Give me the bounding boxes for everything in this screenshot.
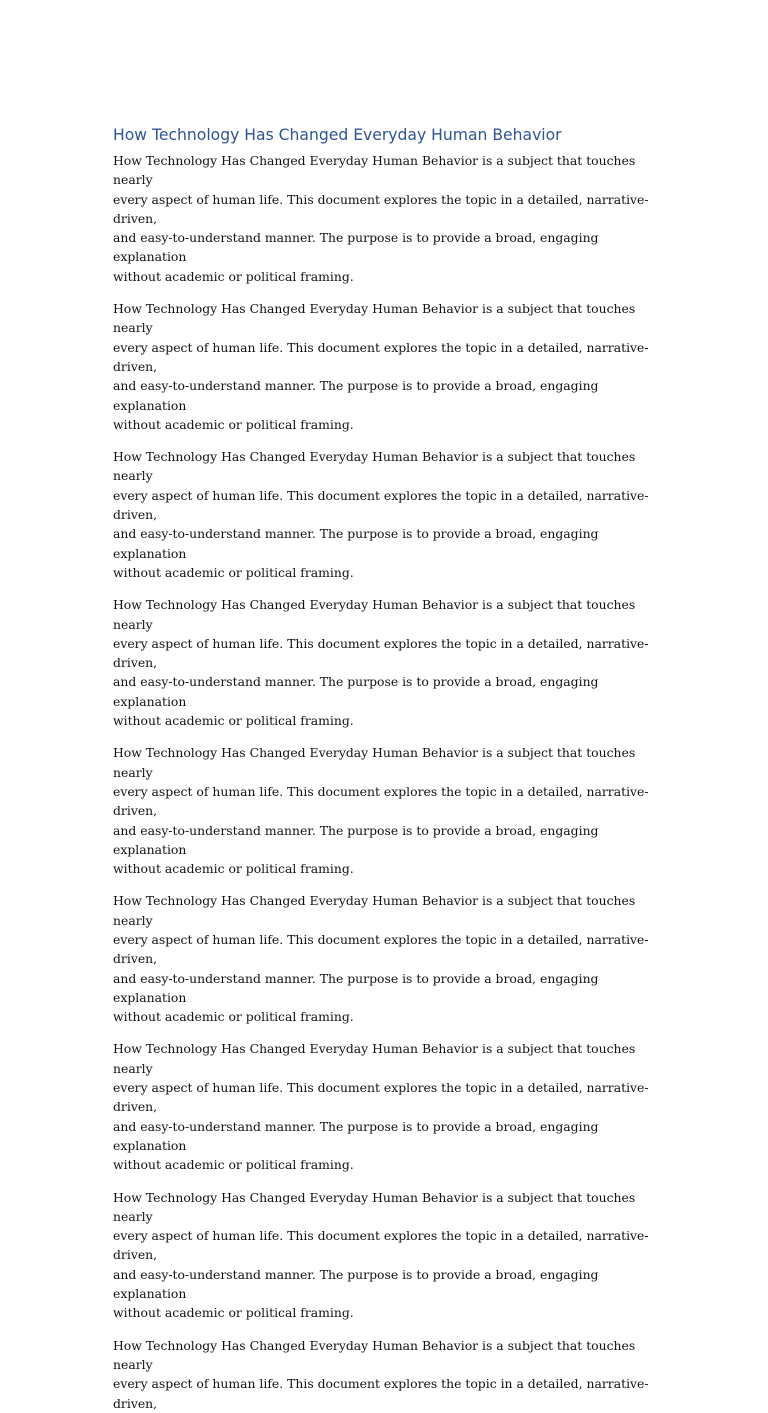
body-paragraph: How Technology Has Changed Everyday Human Behavior is a subject that touches nearly every aspect of human life. This document explores the topic in a detailed, narrative-driven, and easy-to-understand manner. The purpose is to provide a broad, engaging explanation without academic or political framing. — [113, 597, 649, 729]
body-paragraph: How Technology Has Changed Everyday Human Behavior is a subject that touches nearly every aspect of human life. This document explores the topic in a detailed, narrative-driven, and easy-to-understand manner. The purpose is to provide a broad, engaging explanation without academic or political framing. — [113, 301, 649, 432]
document-title: How Technology Has Changed Everyday Human Behavior — [113, 126, 562, 144]
body-paragraph: How Technology Has Changed Everyday Human Behavior is a subject that touches nearly every aspect of human life. This document explores the topic in a detailed, narrative-driven, and easy-to-understand manner. The purpose is to provide a broad, engaging explanation without academic or political framing. — [113, 1041, 649, 1173]
body-paragraph: How Technology Has Changed Everyday Human Behavior is a subject that touches nearly every aspect of human life. This document explores the topic in a detailed, narrative-driven, and easy-to-understand manner. The purpose is to provide a broad, engaging explanation without academic or political framing. — [113, 153, 649, 284]
document-page — [113, 124, 673, 1411]
body-paragraph: How Technology Has Changed Everyday Human Behavior is a subject that touches nearly every aspect of human life. This document explores the topic in a detailed, narrative-driven, and easy-to-understand manner. The purpose is to provide a broad, engaging explanation without academic or political framing. — [113, 1189, 649, 1321]
body-paragraph: How Technology Has Changed Everyday Human Behavior is a subject that touches nearly every aspect of human life. This document explores the topic in a detailed, narrative-driven, and easy-to-understand manner. The purpose is to provide a broad, engaging explanation without academic or political framing. — [113, 893, 649, 1025]
body-paragraph: How Technology Has Changed Everyday Human Behavior is a subject that touches nearly every aspect of human life. This document explores the topic in a detailed, narrative-driven, and easy-to-understand manner. The purpose is to provide a broad, engaging explanation without academic or political framing. — [113, 745, 649, 877]
body-paragraph: How Technology Has Changed Everyday Human Behavior is a subject that touches nearly every aspect of human life. This document explores the topic in a detailed, narrative-driven, and easy-to-understand manner. The purpose is to provide a broad, engaging explanation without academic or political framing. — [113, 449, 649, 580]
body-paragraph: How Technology Has Changed Everyday Human Behavior is a subject that touches nearly every aspect of human life. This document explores the topic in a detailed, narrative-driven, — [113, 1337, 649, 1411]
